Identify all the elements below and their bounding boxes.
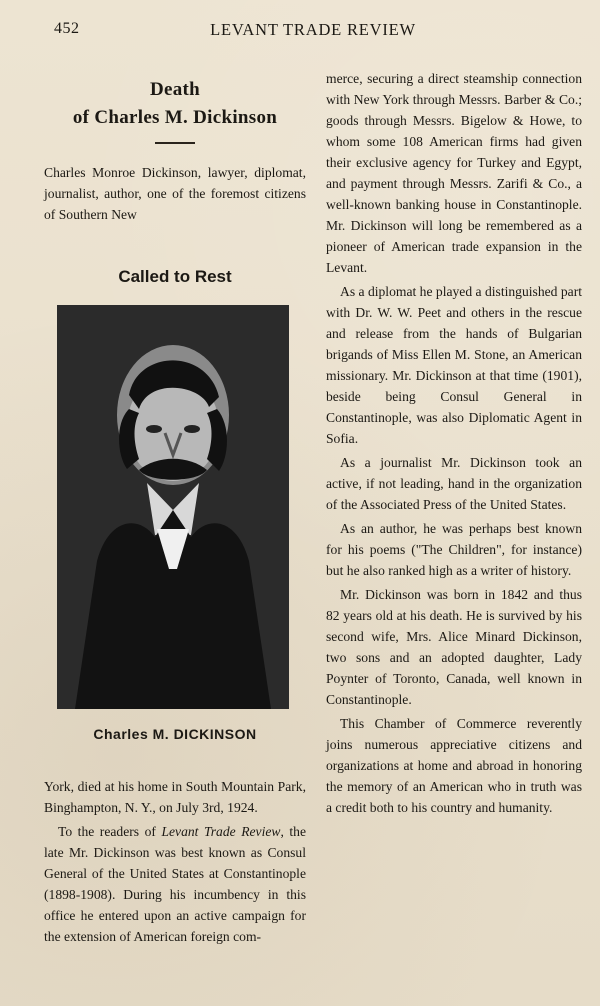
right-paragraph-5: Mr. Dickinson was born in 1842 and thus 82 years old at his death. He is survived by his second wife, Mrs. Alice Minard Dickinson, two sons and an adopted daughter, Lady Poynter of Toronto, Canada, well known in Constantinople. <box>326 587 582 707</box>
page-header <box>44 14 582 42</box>
right-paragraph-1: merce, securing a direct steamship connection with New York through Messrs. Barber & Co.; goods through Messrs. Bigelow & Howe, to whom some 108 American firms had given their exclusive agency for Turkey and Egypt, and payment through Messrs. Zarifi & Co., a well-known banking house in Constantinople. Mr. Dickinson will long be remembered as a pioneer of American trade expansion in the Levant. <box>326 71 582 275</box>
right-column <box>326 44 582 947</box>
article-columns <box>44 44 582 947</box>
right-paragraph-4: As an author, he was perhaps best known for his poems ("The Children", for instance) but he also ranked high as a writer of history. <box>326 521 582 578</box>
headline-rule <box>155 142 195 144</box>
headline-line-1: Death <box>149 79 201 100</box>
left-continuation <box>44 776 306 947</box>
article-headline <box>44 76 306 132</box>
paragraph-2-italic: Levant Trade Review <box>161 824 281 839</box>
subheading: Called to Rest <box>118 267 232 286</box>
paragraph-2-prefix: To the readers of <box>58 824 162 839</box>
right-paragraph-6: This Chamber of Commerce reverently joins numerous appreciative citizens and organizations at home and abroad in honoring the memory of an American who in truth was a credit both to his country and humanity. <box>326 716 582 815</box>
headline-line-2: of Charles M. Dickinson <box>72 107 278 128</box>
photo-caption: Charles M. DICKINSON <box>93 726 257 742</box>
left-column <box>44 44 306 947</box>
portrait-photo <box>57 305 289 709</box>
right-paragraph-2: As a diplomat he played a distinguished part with Dr. W. W. Peet and others in the rescue and release from the hands of Bulgarian brigands of Miss Ellen M. Stone, an American missionary. Mr. Dickinson at that time (1901), beside being Consul General in Constantinople, was also Diplomatic Agent in Sofia. <box>326 284 582 446</box>
paragraph-2-suffix: , the late Mr. Dickinson was best known as Consul General of the United States at Constantinople (1898-1908). During his incumbency in this office he entered upon an active campaign for the extension of American foreign com- <box>44 824 307 944</box>
right-paragraph-3: As a journalist Mr. Dickinson took an active, if not leading, hand in the organization of the Associated Press of the United States. <box>326 455 582 512</box>
page-number: 452 <box>54 20 80 37</box>
lead-paragraph: Charles Monroe Dickinson, lawyer, diplomat, journalist, author, one of the foremost citizens of Southern New <box>44 165 306 222</box>
journal-title: LEVANT TRADE REVIEW <box>210 20 416 39</box>
paragraph-2 <box>44 821 306 947</box>
continuation-paragraph: York, died at his home in South Mountain Park, Binghampton, N. Y., on July 3rd, 1924. <box>44 779 306 815</box>
